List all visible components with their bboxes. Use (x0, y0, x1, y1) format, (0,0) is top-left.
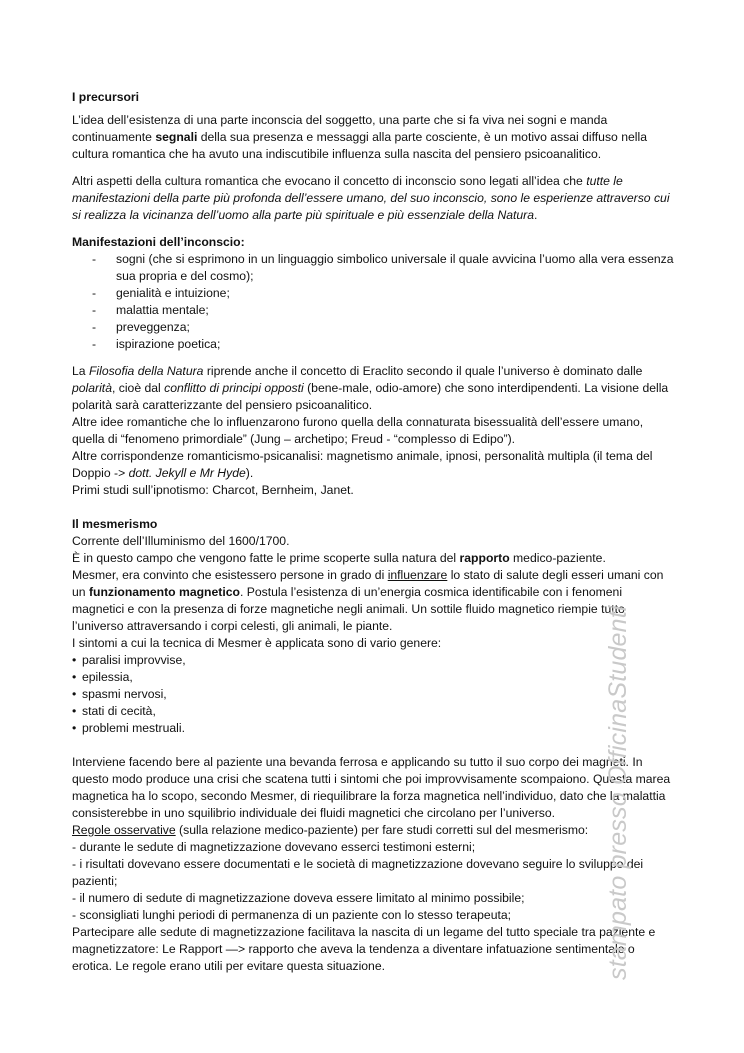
line-rapporto: È in questo campo che vengono fatte le prime scoperte sulla natura del rapporto medico-paziente. (72, 551, 606, 565)
paragraph-filosofia-natura: La Filosofia della Natura riprende anche il concetto di Eraclito secondo il quale l’universo è dominato dalle polarità, cioè dal conflitto di principi opposti (bene-male, odio-amore) che sono interdipendenti. La visione della polarità sarà caratterizzante del pensiero psicoanalitico. (72, 364, 669, 412)
line-sintomi-intro: I sintomi a cui la tecnica di Mesmer è applicata sono di vario genere: (72, 636, 442, 650)
list-item: - ispirazione poetica; (92, 337, 221, 351)
rule-line: - i risultati dovevano essere documentati e le società di magnetizzazione dovevano seguire lo sviluppo dei pazienti; (72, 857, 644, 888)
document-page (72, 89, 676, 975)
section-title-mesmerismo: Il mesmerismo (72, 517, 158, 531)
section-title-precursori: I precursori (72, 90, 140, 104)
line-regole-intro: Regole osservative (sulla relazione medico-paziente) per fare studi corretti sul del mesmerismo: (72, 823, 589, 837)
manifestazioni-list (72, 251, 676, 353)
rule-line: - durante le sedute di magnetizzazione dovevano esserci testimoni esterni; (72, 840, 476, 854)
paragraph-interviene: Interviene facendo bere al paziente una bevanda ferrosa e applicando su tutto il suo corpo dei magneti. In questo modo produce una crisi che scatena tutti i sintomi che poi improvvisamente scompaiono. Questa marea magnetica ha lo scopo, secondo Mesmer, di riequilibrare la forza magnetica nell’individuo, dato che la malattia consisterebbe in uno squilibrio individuale dei fluidi magnetici che circolano per l’universo. (72, 755, 671, 820)
paragraph-idee-romantiche: Altre idee romantiche che lo influenzarono furono quella della connaturata bisessualità dell’essere umano, quella di “fenomeno primordiale” (Jung – archetipo; Freud - “complesso di Edipo”). (72, 415, 644, 446)
manifestazioni-title: Manifestazioni dell’inconscio: (72, 235, 245, 249)
list-item: • problemi mestruali. (72, 721, 185, 735)
paragraph-ipnotismo: Primi studi sull’ipnotismo: Charcot, Bernheim, Janet. (72, 483, 354, 497)
list-item: - preveggenza; (92, 320, 190, 334)
list-item: • paralisi improvvise, (72, 653, 186, 667)
list-item: • epilessia, (72, 670, 133, 684)
list-item: - malattia mentale; (92, 303, 209, 317)
paragraph-mesmer: Mesmer, era convinto che esistessero persone in grado di influenzare lo stato di salute degli esseri umani con un funzionamento magnetico. Postula l’esistenza di un’energia cosmica identificabile con i fenomeni magnetici e con la presenza di forze magnetiche negli animali. Un sottile fluido magnetico riempie tutto l’universo attraversando i corpi celesti, gli animali, le piante. (72, 568, 664, 633)
list-item: • stati di cecità, (72, 704, 156, 718)
line-corrente: Corrente dell’Illuminismo del 1600/1700. (72, 534, 290, 548)
list-item: • spasmi nervosi, (72, 687, 167, 701)
paragraph-rapport: Partecipare alle sedute di magnetizzazione facilitava la nascita di un legame del tutto speciale tra paziente e magnetizzatore: Le Rapport —> rapporto che aveva la tendenza a diventare infatuazione sentimentale o erotica. Le regole erano utili per evitare questa situazione. (72, 925, 656, 973)
watermark-text: stampato presso OfficinaStudenti (604, 605, 632, 980)
paragraph-cultura-romantica: Altri aspetti della cultura romantica che evocano il concetto di inconscio sono legati all’idea che tutte le manifestazioni della parte più profonda dell’essere umano, del suo inconscio, sono le esperienze attraverso cui si realizza la vicinanza dell’uomo alla parte più spirituale e più essenziale della Natura. (72, 174, 670, 222)
paragraph-inconscio: L’idea dell’esistenza di una parte inconscia del soggetto, una parte che si fa viva nei sogni e manda continuamente segnali della sua presenza e messaggi alla parte cosciente, è un motivo assai diffuso nella cultura romantica che ha avuto una indiscutibile influenza sulla nascita del pensiero psicoanalitico. (72, 113, 647, 161)
sintomi-list (72, 652, 676, 737)
rule-line: - il numero di sedute di magnetizzazione doveva essere limitato al minimo possibile; (72, 891, 525, 905)
list-item: - genialità e intuizione; (92, 286, 230, 300)
paragraph-corrispondenze: Altre corrispondenze romanticismo-psicanalisi: magnetismo animale, ipnosi, personalità multipla (il tema del Doppio -> dott. Jekyll e Mr Hyde). (72, 449, 653, 480)
rule-line: - sconsigliati lunghi periodi di permanenza di un paziente con lo stesso terapeuta; (72, 908, 512, 922)
list-item: - sogni (che si esprimono in un linguaggio simbolico universale il quale avvicina l’uomo alla vera essenza sua propria e del cosmo); (92, 252, 674, 283)
